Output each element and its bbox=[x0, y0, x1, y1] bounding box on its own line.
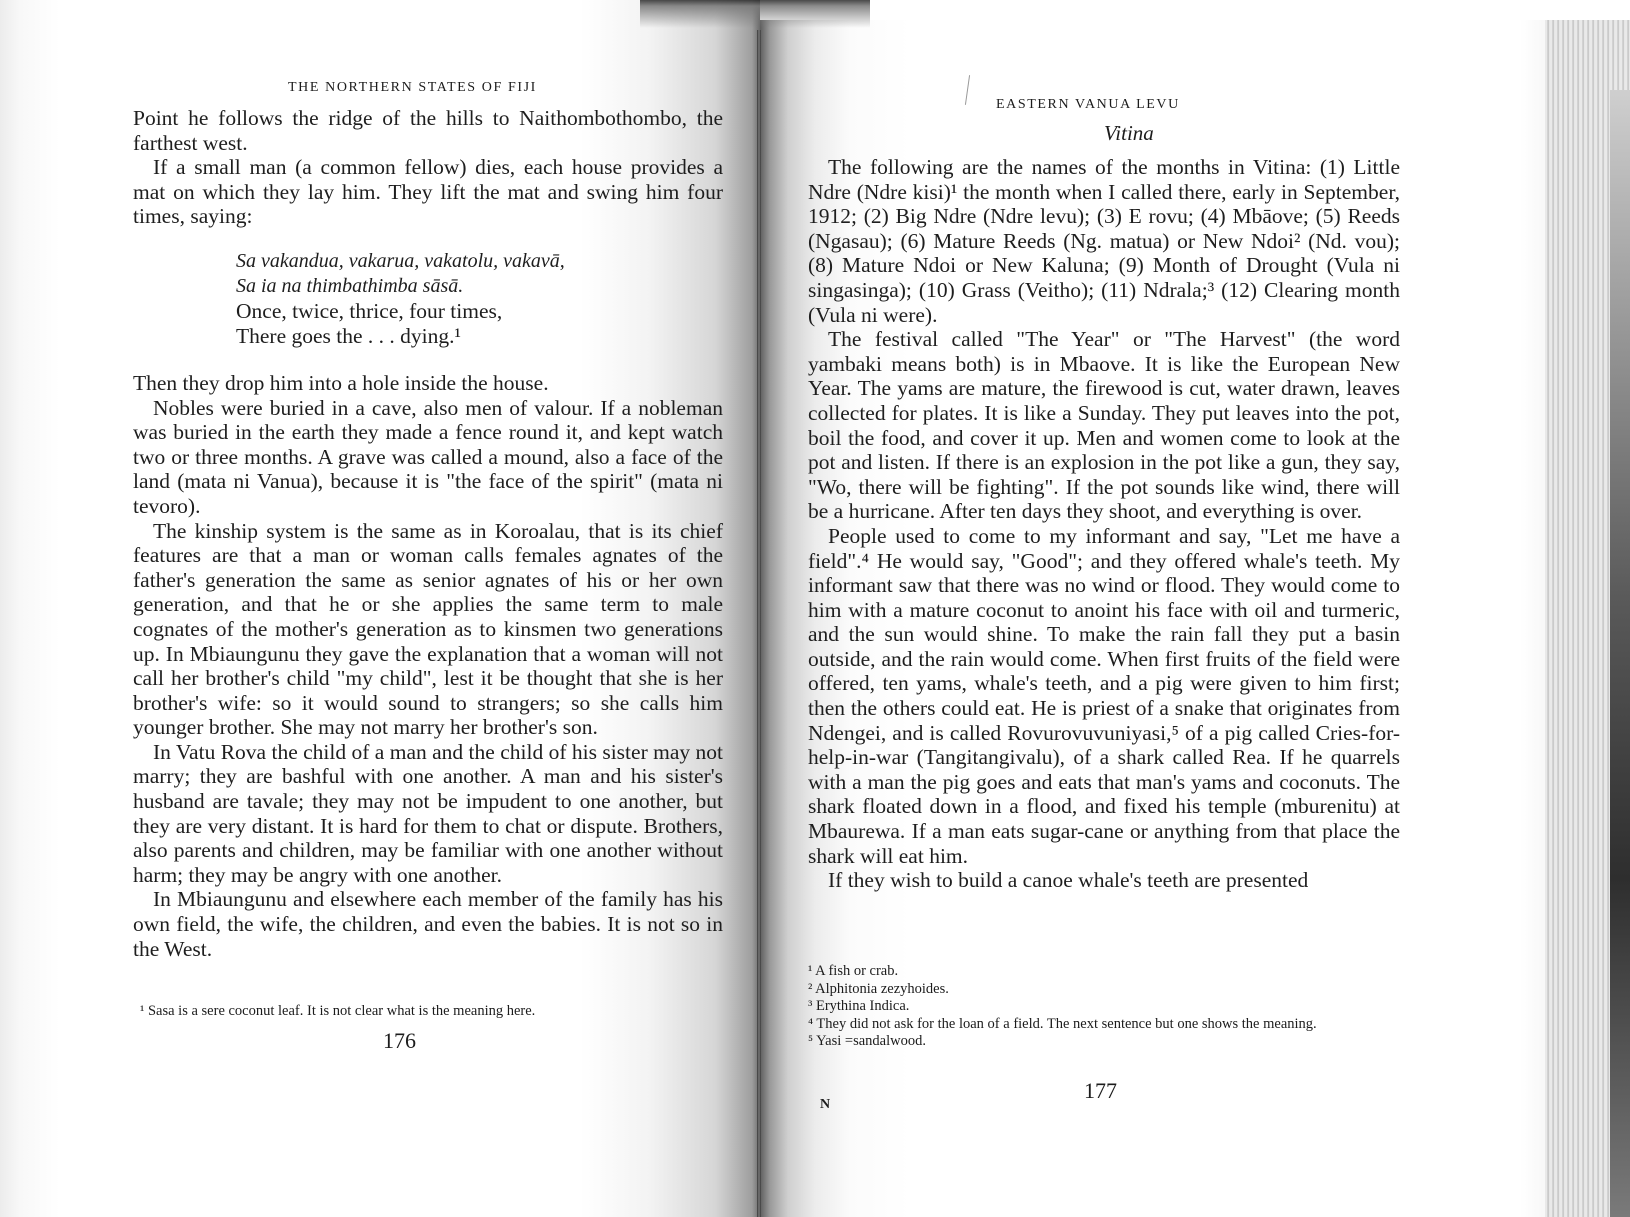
right-running-head: EASTERN VANUA LEVU bbox=[996, 97, 1180, 112]
verse-line: Sa vakandua, vakarua, vakatolu, vakavā, bbox=[236, 249, 565, 272]
paragraph: The festival called "The Year" or "The Harvest" (the word yambaki means both) is in Mbaove. It is like the European New Year. The yams are mature, the firewood is cut, water drawn, leaves collected for plates. It is like a Sunday. They put leaves into the pot, boil the food, and cover it up. Men and women come to look at the pot and listen. If there is an explosion in the pot like a gun, they say, "Wo, there will be fighting". If the pot sounds like wind, there will be a hurricane. After ten days they shoot, and everything is over. bbox=[808, 327, 1400, 524]
verse-line: Once, twice, thrice, four times, bbox=[236, 298, 503, 323]
footnote: ¹ Sasa is a sere coconut leaf. It is not clear what is the meaning here. bbox=[140, 1003, 536, 1019]
footnote: ⁵ Yasi =sandalwood. bbox=[808, 1033, 926, 1049]
section-title: Vitina bbox=[1104, 121, 1154, 145]
verse-line: There goes the . . . dying.¹ bbox=[236, 323, 461, 348]
right-page-number: 177 bbox=[1084, 1078, 1117, 1103]
left-text-column bbox=[133, 106, 723, 961]
paragraph: In Mbiaungunu and elsewhere each member of the family has his own field, the wife, the children, and even the babies. It is not so in the West. bbox=[133, 887, 723, 961]
spine-top-shadow bbox=[640, 0, 870, 30]
left-running-head: THE NORTHERN STATES OF FIJI bbox=[288, 80, 537, 95]
paragraph: In Vatu Rova the child of a man and the child of his sister may not marry; they are bashful with one another. A man and his sister's husband are tavale; they may not be impudent to one another, but they are very distant. It is hard for them to chat or dispute. Brothers, also parents and children, may be familiar with one another without harm; they may be angry with one another. bbox=[133, 739, 723, 887]
footnote: ¹ A fish or crab. bbox=[808, 963, 899, 979]
right-footnotes bbox=[808, 963, 1400, 1051]
paragraph: If they wish to build a canoe whale's teeth are presented bbox=[828, 868, 1309, 893]
right-text-column bbox=[808, 155, 1400, 893]
paragraph: The kinship system is the same as in Koroalau, that is its chief features are that a man or woman calls females agnates of the father's generation the same as senior agnates of his or her own generation, and that he or she applies the same term to male cognates of the mother's generation as to kinsmen two generations up. In Mbiaungunu they gave the explanation that a woman will not call her brother's child "my child", lest it be thought that she is her brother's wife: so it would sound to strangers; so she calls him younger brother. She may not marry her brother's son. bbox=[133, 518, 723, 740]
book-gutter bbox=[757, 30, 761, 1217]
footnote: ³ Erythina Indica. bbox=[808, 998, 910, 1014]
paragraph: People used to come to my informant and say, "Let me have a field".⁴ He would say, "Good"; and they offered whale's teeth. My informant saw that there was no wind or flood. They would come to him with a mature coconut to anoint his face with oil and turmeric, and the sun would shine. To make the rain fall they put a basin outside, and the rain would come. When first fruits of the field were offered, ten yams, whale's teeth, and a pig were given to him first; then the others could eat. He is priest of a snake that originates from Ndengei, and is called Rovurovuvuniyasi,⁵ of a pig called Cries-for-help-in-war (Tangitangivalu), of a shark called Rea. If he quarrels with a man the pig goes and eats that man's yams and coconuts. The shark floated down in a flood, and fixed his temple (mburenitu) at Mbaurewa. If a man eats sugar-cane or anything from that place the shark will eat him. bbox=[808, 523, 1400, 868]
paragraph: Point he follows the ridge of the hills to Naithombothombo, the farthest west. bbox=[133, 106, 723, 155]
paragraph: Then they drop him into a hole inside the house. bbox=[133, 370, 549, 395]
signature-mark: N bbox=[820, 1097, 831, 1112]
verse-line: Sa ia na thimbathimba sāsā. bbox=[236, 274, 464, 297]
footnote: ⁴ They did not ask for the loan of a field. The next sentence but one shows the meaning. bbox=[808, 1015, 1317, 1032]
paragraph: The following are the names of the months in Vitina: (1) Little Ndre (Ndre kisi)¹ the month when I called there, early in September, 1912; (2) Big Ndre (Ndre levu); (3) E rovu; (4) Mbāove; (5) Reeds (Ngasau); (6) Mature Reeds (Ng. matua) or New Ndoi² (Nd. vou); (8) Mature Ndoi or New Kaluna; (9) Month of Drought (Vula ni singasinga); (10) Grass (Veitho); (11) Ndrala;³ (12) Clearing month (Vula ni were). bbox=[808, 155, 1400, 327]
left-page-number: 176 bbox=[383, 1028, 416, 1053]
page-edges-shadow bbox=[1610, 90, 1630, 1217]
footnote: ² Alphitonia zezyhoides. bbox=[808, 980, 949, 997]
paragraph: Nobles were buried in a cave, also men of valour. If a nobleman was buried in the earth they made a fence round it, and kept watch two or three months. A grave was called a mound, also a face of the land (mata ni Vanua), because it is "the face of the spirit" (mata ni tevoro). bbox=[133, 395, 723, 518]
chant-verse bbox=[236, 249, 723, 349]
left-footnotes bbox=[140, 1003, 710, 1021]
paragraph: If a small man (a common fellow) dies, each house provides a mat on which they lay him. They lift the mat and swing him four times, saying: bbox=[133, 155, 723, 229]
